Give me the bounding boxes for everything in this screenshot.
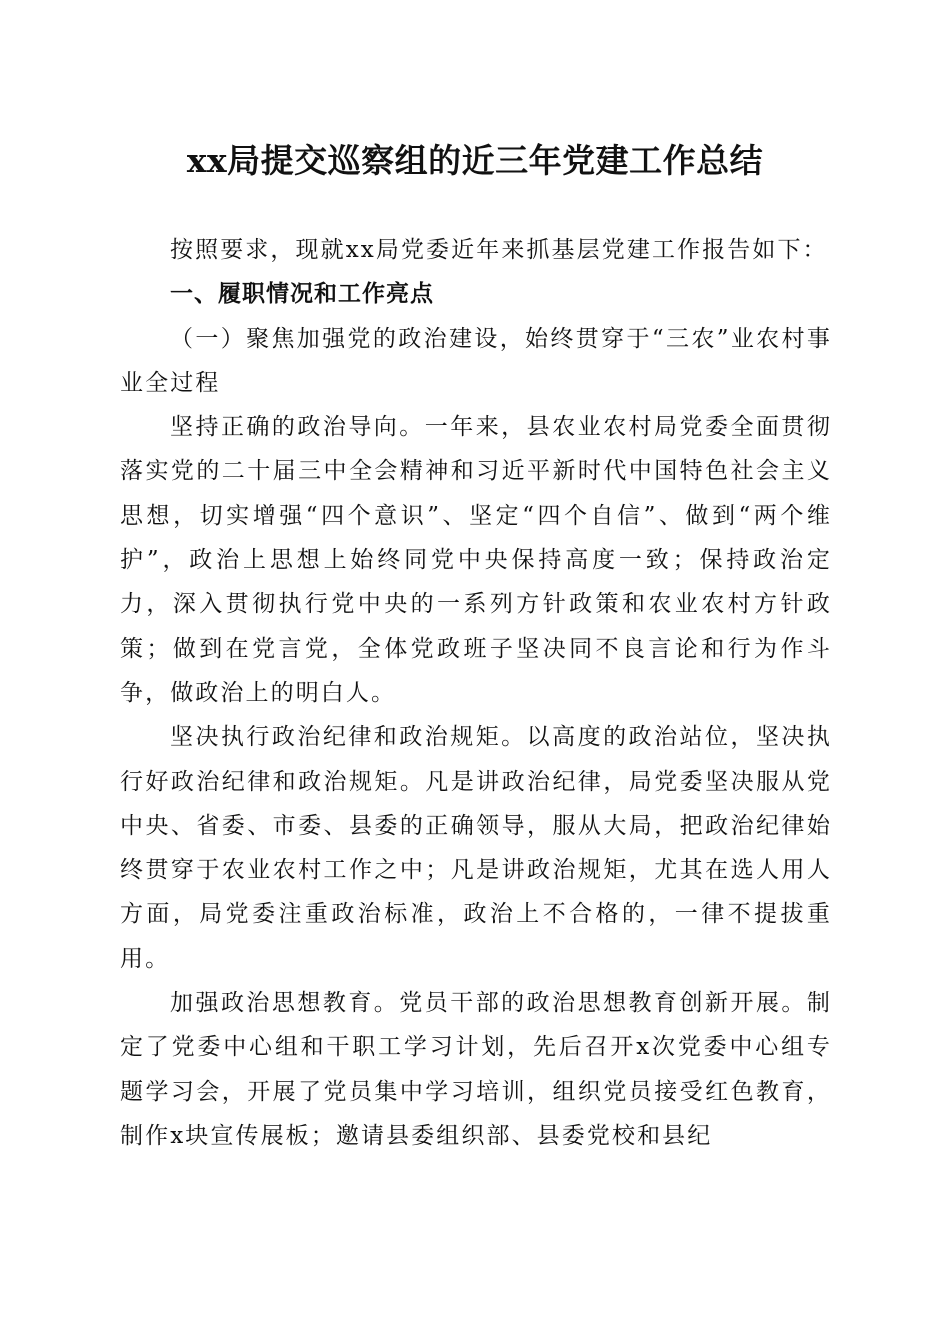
subsection-heading: （一）聚焦加强党的政治建设，始终贯穿于“三农”业农村事业全过程 [120, 325, 832, 396]
document-body [120, 228, 832, 1158]
section-heading: 一、履职情况和工作亮点 [170, 281, 434, 308]
body-paragraph-3: 加强政治思想教育。党员干部的政治思想教育创新开展。制定了党委中心组和干职工学习计划，先后召开x次党委中心组专题学习会，开展了党员集中学习培训，组织党员接受红色教育，制作x块宣传展板；邀请县委组织部、县委党校和县纪 [120, 990, 832, 1149]
body-paragraph-1: 坚持正确的政治导向。一年来，县农业农村局党委全面贯彻落实党的二十届三中全会精神和习近平新时代中国特色社会主义思想，切实增强“四个意识”、坚定“四个自信”、做到“两个维护”，政治上思想上始终同党中央保持高度一致；保持政治定力，深入贯彻执行党中央的一系列方针政策和农业农村方针政策；做到在党言党，全体党政班子坚决同不良言论和行为作斗争，做政治上的明白人。 [120, 414, 832, 706]
document-title: xx局提交巡察组的近三年党建工作总结 [186, 141, 764, 180]
intro-paragraph: 按照要求，现就xx局党委近年来抓基层党建工作报告如下： [170, 237, 828, 263]
body-paragraph-2: 坚决执行政治纪律和政治规矩。以高度的政治站位，坚决执行好政治纪律和政治规矩。凡是讲政治纪律，局党委坚决服从党中央、省委、市委、县委的正确领导，服从大局，把政治纪律始终贯穿于农业农村工作之中；凡是讲政治规矩，尤其在选人用人方面，局党委注重政治标准，政治上不合格的，一律不提拔重用。 [120, 724, 832, 972]
